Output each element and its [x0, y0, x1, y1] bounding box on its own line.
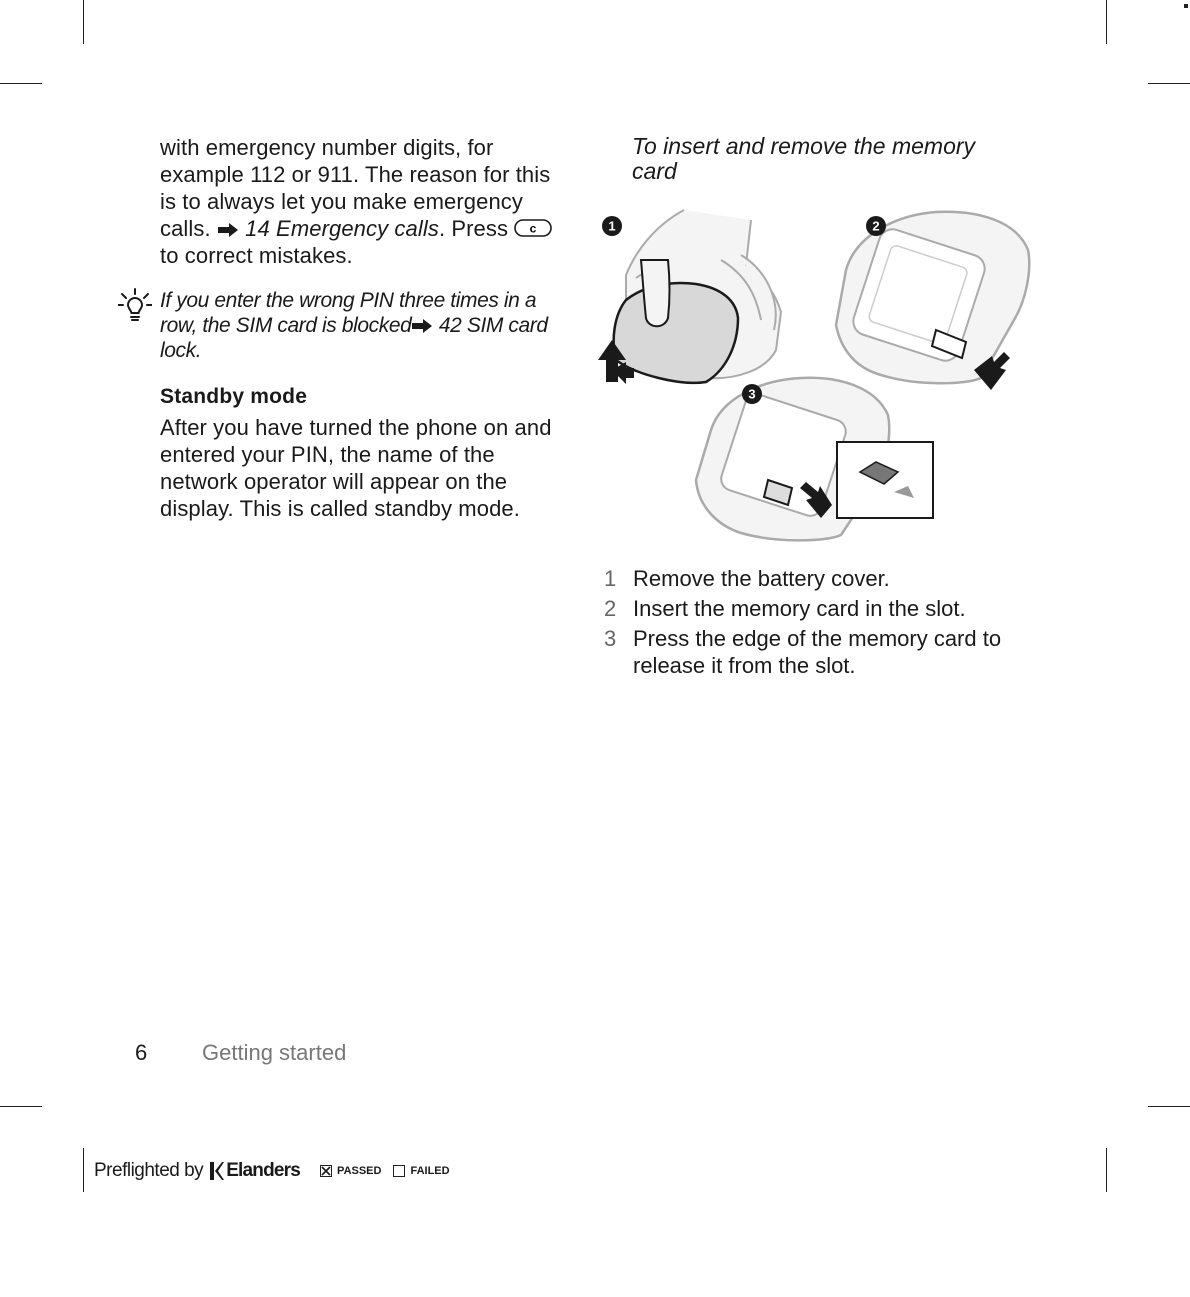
thumb — [641, 260, 670, 326]
memory-card-illustration — [596, 200, 1042, 550]
tip-crossref-link[interactable]: 42 SIM card lock — [160, 314, 548, 362]
list-item — [604, 595, 1034, 622]
crop-mark — [1106, 0, 1107, 44]
elanders-brand: Elanders — [226, 1160, 301, 1181]
failed-checkbox[interactable] — [393, 1165, 449, 1177]
crop-mark — [1148, 1106, 1190, 1107]
intro-crossref-link[interactable]: 14 Emergency calls — [245, 216, 439, 241]
list-item — [604, 565, 1034, 592]
step-text: Remove the battery cover. — [633, 566, 890, 591]
marker-2-label: 2 — [872, 218, 880, 234]
list-item — [604, 625, 1034, 679]
intro-text: to correct mistakes. — [160, 243, 353, 268]
checked-box-icon — [320, 1165, 332, 1177]
procedure-steps — [604, 565, 1034, 682]
step-2-scene — [836, 212, 1029, 390]
crop-mark — [0, 83, 42, 84]
step-text: Press the edge of the memory card to release it from the slot. — [633, 626, 1002, 678]
empty-box-icon — [393, 1165, 405, 1177]
page-number: 6 — [135, 1040, 148, 1065]
crop-mark — [1106, 1148, 1107, 1192]
preflight-label: Preflighted by — [94, 1160, 204, 1181]
intro-text: with emergency number digits, for example 112 or 911. The reason for this is to always let you make emergency calls. — [160, 135, 551, 241]
standby-paragraph: After you have turned the phone on and entered your PIN, the name of the network operator will appear on the display. This is called standby mode. — [160, 415, 552, 521]
crop-mark — [1148, 83, 1190, 84]
battery-cover — [614, 283, 738, 383]
tip-end: . — [195, 339, 202, 362]
preflight-stamp — [94, 1158, 450, 1184]
key-c-label: c — [529, 221, 537, 236]
key-c-icon — [514, 218, 552, 238]
passed-checkbox[interactable] — [320, 1165, 381, 1177]
step-number: 3 — [604, 626, 617, 651]
step-number: 2 — [604, 596, 617, 621]
failed-label: FAILED — [410, 1165, 450, 1177]
elanders-logo-icon — [210, 1162, 224, 1180]
crop-mark — [0, 1106, 42, 1107]
step-number: 1 — [604, 566, 617, 591]
tip-text-block — [160, 288, 568, 363]
tip-text: If you enter the wrong PIN three times in a row, the SIM card is blocked — [160, 289, 537, 337]
section-name: Getting started — [202, 1040, 347, 1065]
step-text: Insert the memory card in the slot. — [633, 596, 966, 621]
registration-dot — [1184, 4, 1188, 8]
arrow-right-icon — [217, 222, 239, 238]
section-heading: Standby mode — [160, 385, 308, 408]
procedure-title: To insert and remove the memory card — [632, 133, 976, 184]
lightbulb-icon — [118, 288, 152, 324]
crop-mark — [83, 1148, 84, 1192]
marker-1-label: 1 — [608, 218, 616, 234]
step-3-scene — [696, 378, 933, 541]
elanders-logo — [210, 1160, 300, 1182]
crop-mark — [83, 0, 84, 44]
intro-paragraph — [160, 134, 565, 269]
arrow-right-icon — [411, 318, 433, 334]
marker-3-label: 3 — [748, 386, 756, 402]
passed-label: PASSED — [337, 1165, 382, 1177]
intro-text: . Press — [438, 216, 515, 241]
